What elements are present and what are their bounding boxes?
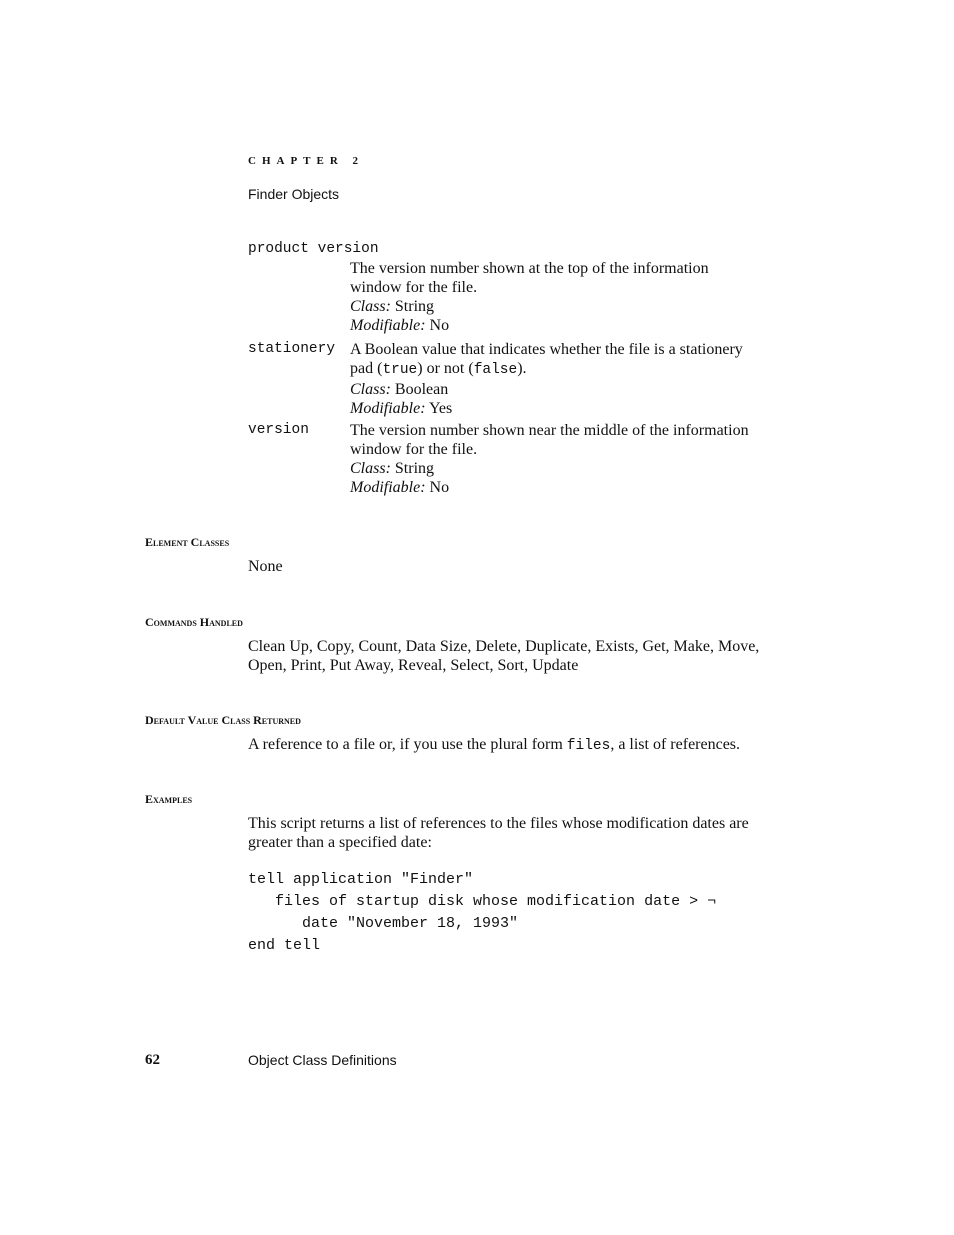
definition-line: The version number shown at the top of the information — [350, 260, 709, 277]
text-fragment: ). — [517, 360, 527, 377]
class-value: Boolean — [394, 381, 449, 398]
section-heading-element-classes: Element Classes — [145, 535, 230, 549]
chapter-title: Finder Objects — [248, 186, 340, 202]
body-line: Open, Print, Put Away, Reveal, Select, Sort, Update — [248, 657, 579, 674]
text-fragment: pad ( — [350, 360, 383, 377]
modifiable-value: No — [429, 317, 450, 334]
code-false: false — [473, 362, 518, 378]
modifiable-value: Yes — [428, 400, 453, 417]
definition-line: A Boolean value that indicates whether the file is a stationery — [350, 341, 743, 358]
page-number: 62 — [145, 1052, 160, 1068]
body-line: This script returns a list of references to the files whose modification dates are — [248, 815, 749, 832]
code-line: files of startup disk whose modification date > ¬ — [248, 893, 717, 910]
class-label: Class: — [350, 460, 391, 477]
modifiable-value: No — [429, 479, 450, 496]
text-fragment: ) or not ( — [417, 360, 474, 377]
body-line — [248, 735, 808, 756]
section-body-commands-handled — [248, 637, 808, 675]
modifiable-line — [350, 478, 790, 497]
definition-line — [350, 359, 790, 380]
body-line: Clean Up, Copy, Count, Data Size, Delete, Duplicate, Exists, Get, Make, Move, — [248, 638, 760, 655]
class-line — [350, 380, 790, 399]
section-body-default-value — [248, 735, 808, 756]
property-definition-version — [350, 421, 790, 497]
property-name-version: version — [248, 422, 309, 438]
code-line: date "November 18, 1993" — [248, 915, 519, 932]
section-heading-commands-handled: Commands Handled — [145, 615, 243, 629]
class-value: String — [394, 460, 435, 477]
property-definition-product-version — [350, 259, 790, 335]
code-line: end tell — [248, 937, 321, 954]
footer-section-title: Object Class Definitions — [248, 1052, 397, 1068]
definition-line: The version number shown near the middle of the information — [350, 422, 749, 439]
definition-line: window for the file. — [350, 279, 478, 296]
text-fragment: A reference to a file or, if you use the plural form — [248, 736, 567, 753]
definition-line: window for the file. — [350, 441, 478, 458]
class-label: Class: — [350, 381, 391, 398]
modifiable-label: Modifiable: — [350, 317, 426, 334]
example-code-block — [248, 869, 716, 957]
body-line: greater than a specified date: — [248, 834, 432, 851]
text-fragment: , a list of references. — [610, 736, 741, 753]
code-files: files — [566, 738, 611, 754]
property-name-product-version: product version — [248, 241, 379, 257]
class-line — [350, 297, 790, 316]
class-line — [350, 459, 790, 478]
modifiable-line — [350, 399, 790, 418]
modifiable-line — [350, 316, 790, 335]
class-value: String — [394, 298, 435, 315]
modifiable-label: Modifiable: — [350, 400, 426, 417]
chapter-label: CHAPTER 2 — [248, 155, 365, 167]
section-body-examples — [248, 814, 808, 852]
section-heading-default-value: Default Value Class Returned — [145, 713, 301, 727]
section-heading-examples: Examples — [145, 792, 193, 806]
property-name-stationery: stationery — [248, 341, 336, 357]
code-line: tell application "Finder" — [248, 871, 474, 888]
class-label: Class: — [350, 298, 391, 315]
modifiable-label: Modifiable: — [350, 479, 426, 496]
property-definition-stationery — [350, 340, 790, 418]
code-true: true — [382, 362, 418, 378]
section-body-element-classes: None — [248, 558, 283, 575]
